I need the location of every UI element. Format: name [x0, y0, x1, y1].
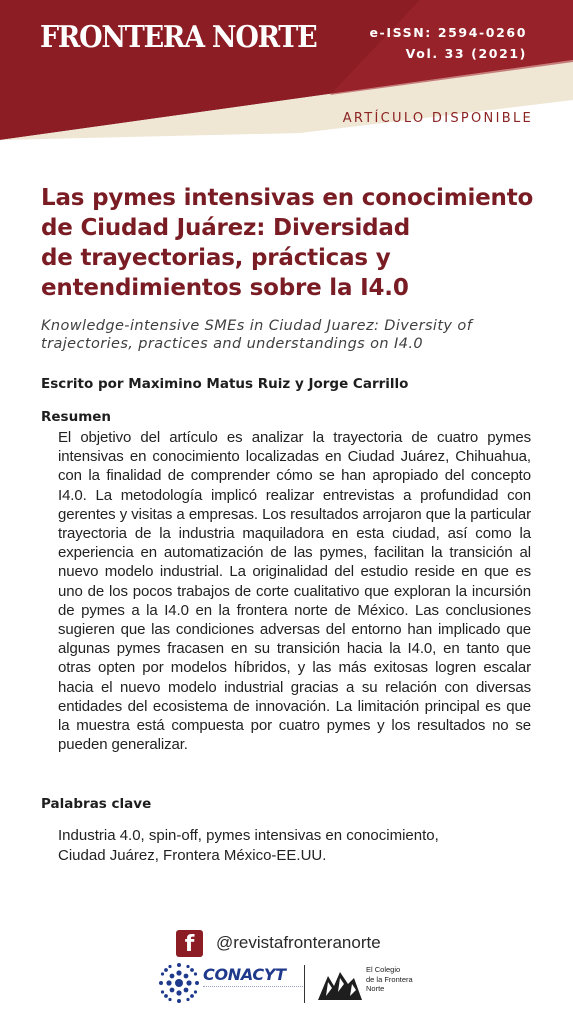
conacyt-logo-icon	[158, 962, 200, 1004]
keywords-line: Industria 4.0, spin-off, pymes intensivas en conocimiento,	[58, 827, 439, 844]
conacyt-logo-text: CONACYT	[203, 965, 286, 984]
keywords-heading: Palabras clave	[41, 796, 152, 812]
abstract-heading: Resumen	[41, 409, 112, 425]
article-authors: Escrito por Maximino Matus Ruiz y Jorge Carrillo	[41, 376, 409, 392]
article-title-line: entendimientos sobre la I4.0	[41, 275, 409, 301]
article-available-badge: ARTÍCULO DISPONIBLE	[342, 111, 533, 126]
colef-logo-text	[366, 965, 426, 994]
article-subtitle-line: trajectories, practices and understandings on I4.0	[41, 336, 423, 352]
article-subtitle-line: Knowledge-intensive SMEs in Ciudad Juarez: Diversity of	[41, 318, 473, 334]
logo-divider	[304, 965, 305, 1003]
article-title-line: de trayectorias, prácticas y	[41, 245, 391, 271]
colef-name-line: El Colegio	[366, 965, 401, 974]
journal-title: FRONTERA NORTE	[40, 20, 317, 55]
keywords-text	[58, 826, 531, 866]
colef-logo-icon	[318, 970, 362, 1000]
abstract-text: El objetivo del artículo es analizar la trayectoria de cuatro pymes intensivas en conocimiento localizadas en Ciudad Juárez, Chihuahua, con la finalidad de comprender cómo se han apropiado del concepto I4.0. La metodología implicó realizar entrevistas a profundidad con gerentes y visitas a empresas. Los resultados arrojaron que la particular trayectoria de la industria maquiladora en esta ciudad, así como la experiencia en automatización de las pymes, facilitan la transición al nuevo modelo industrial. La originalidad del estudio reside en que es uno de los pocos trabajos de corte cualitativo que exploran la incursión de pymes a la I4.0 en la frontera norte de México. Las conclusiones sugieren que las condiciones adversas del entorno han implicado que algunas pymes fracasen en su transición hacia la I4.0, en tanto que otras opten por modelos híbridos, y las más exitosas logren escalar hacia el nuevo modelo industrial gracias a su relación con diversas entidades del ecosistema de innovación. La limitación principal es que la muestra está compuesta por cuatro pymes y los resultados no se pueden generalizar.	[58, 429, 531, 754]
social-handle[interactable]: @revistafronteranorte	[216, 933, 381, 952]
article-title-line: Las pymes intensivas en conocimiento	[41, 185, 534, 211]
article-title	[41, 183, 541, 303]
facebook-icon[interactable]: f	[176, 930, 203, 957]
colef-name-line: de la Frontera	[366, 974, 413, 984]
article-title-line: de Ciudad Juárez: Diversidad	[41, 215, 410, 241]
article-subtitle	[41, 317, 541, 353]
conacyt-tagline-decoration	[203, 986, 303, 990]
volume-label: Vol. 33 (2021)	[405, 46, 527, 61]
keywords-line: Ciudad Juárez, Frontera México-EE.UU.	[58, 847, 327, 864]
issn-label: e-ISSN: 2594-0260	[369, 25, 527, 40]
journal-header	[0, 0, 573, 145]
colef-name-line: Norte	[366, 984, 385, 993]
